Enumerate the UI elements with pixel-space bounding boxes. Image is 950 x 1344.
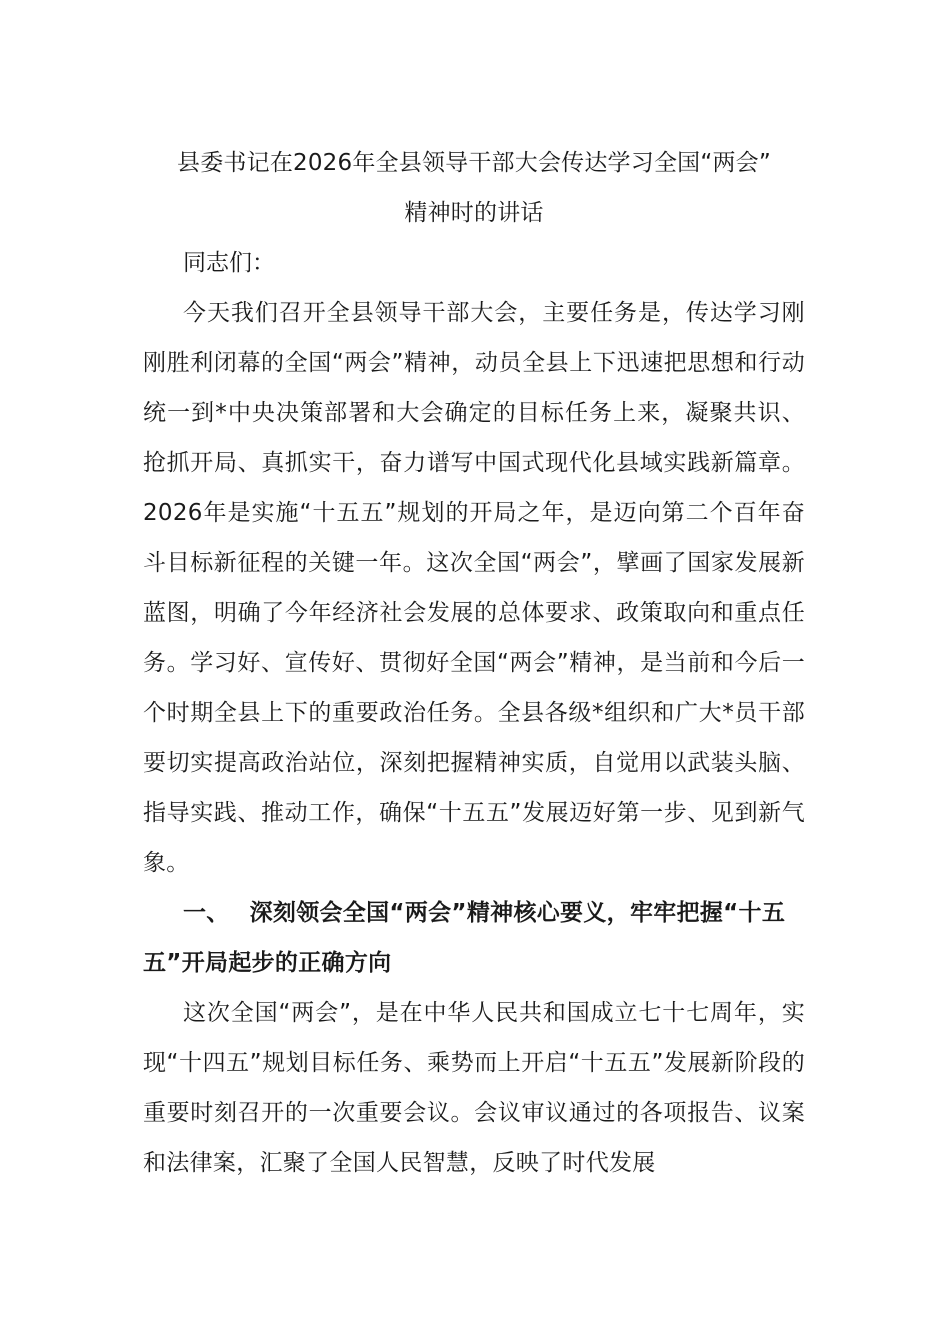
section-heading-text: 深刻领会全国“两会”精神核心要义，牢牢把握“十五五”开局起步的正确方向	[143, 900, 786, 976]
section-number: 一、	[183, 900, 230, 926]
section-paragraph: 这次全国“两会”，是在中华人民共和国成立七十七周年，实现“十四五”规划目标任务、乘势而上开启“十五五”发展新阶段的重要时刻召开的一次重要会议。会议审议通过的各项报告、议案和法律案，汇聚了全国人民智慧，反映了时代发展	[143, 1000, 805, 1176]
document-title: 县委书记在2026年全县领导干部大会传达学习全国“两会” 精神时的讲话	[177, 150, 771, 226]
document-page	[143, 138, 805, 1188]
section-heading	[143, 888, 805, 988]
salutation: 同志们：	[183, 250, 275, 276]
body-paragraph: 今天我们召开全县领导干部大会，主要任务是，传达学习刚刚胜利闭幕的全国“两会”精神，动员全县上下迅速把思想和行动统一到*中央决策部署和大会确定的目标任务上来，凝聚共识、抢抓开局、真抓实干，奋力谱写中国式现代化县域实践新篇章。2026年是实施“十五五”规划的开局之年，是迈向第二个百年奋斗目标新征程的关键一年。这次全国“两会”，擘画了国家发展新蓝图，明确了今年经济社会发展的总体要求、政策取向和重点任务。学习好、宣传好、贯彻好全国“两会”精神，是当前和今后一个时期全县上下的重要政治任务。全县各级*组织和广大*员干部要切实提高政治站位，深刻把握精神实质，自觉用以武装头脑、指导实践、推动工作，确保“十五五”发展迈好第一步、见到新气象。	[143, 300, 805, 876]
